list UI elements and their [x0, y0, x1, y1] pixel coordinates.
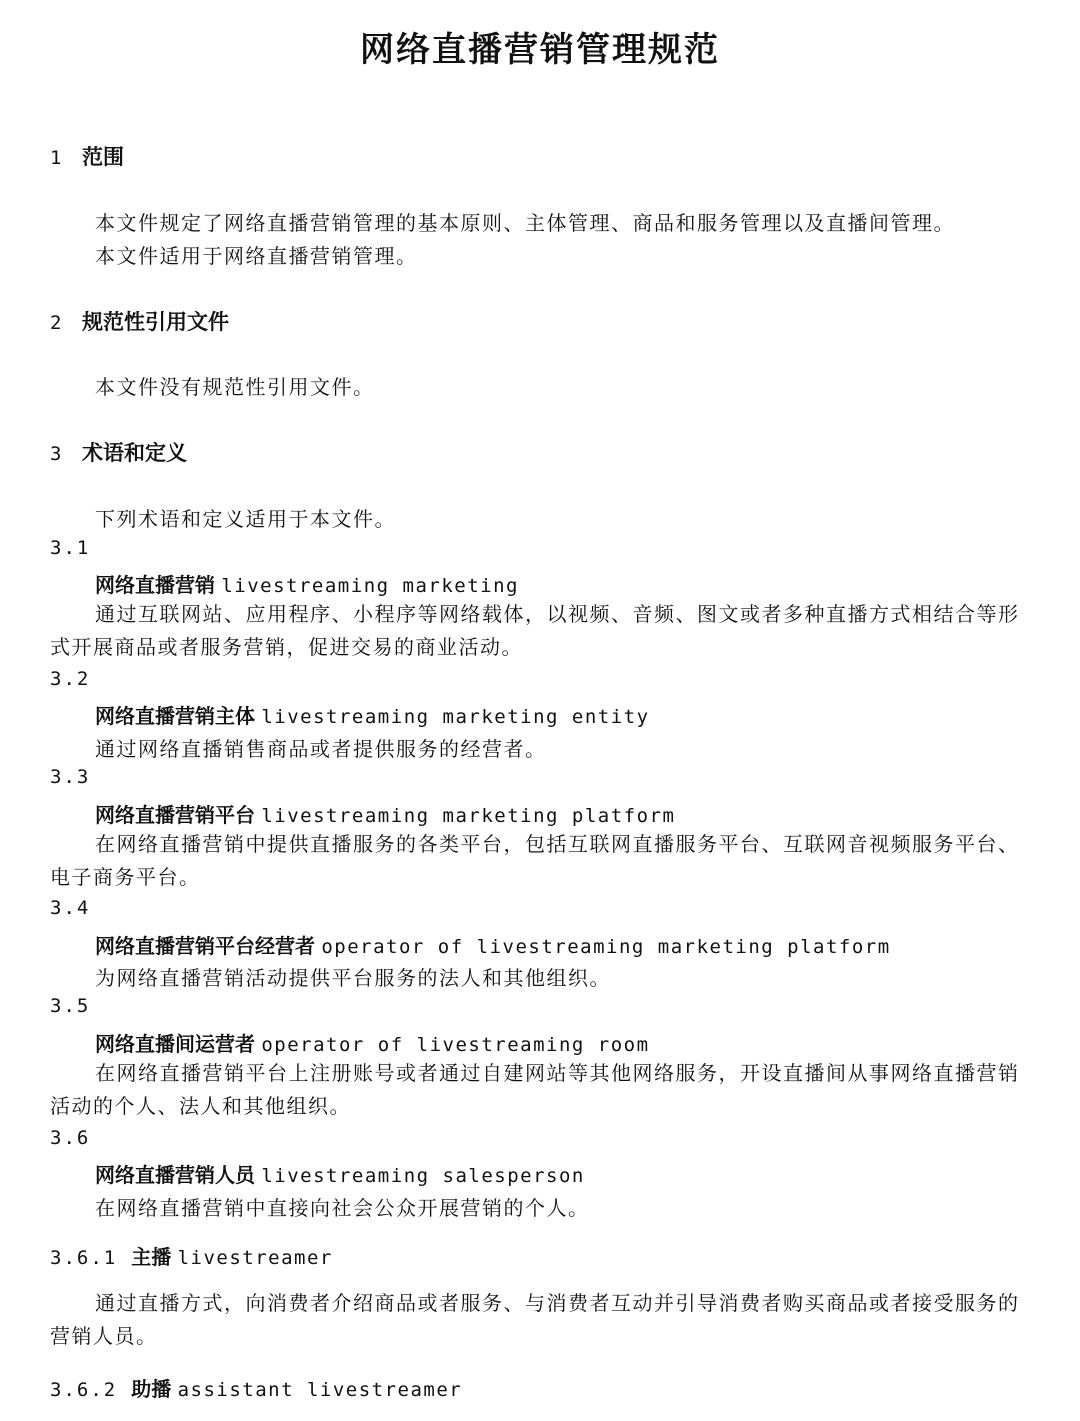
paragraph: 下列术语和定义适用于本文件。	[95, 507, 396, 531]
term-zh: 助播	[131, 1377, 172, 1401]
term-en: livestreaming marketing	[221, 575, 519, 597]
term-zh: 网络直播营销	[95, 573, 215, 597]
section-heading	[50, 141, 124, 171]
term-entry	[95, 700, 650, 729]
term-entry	[95, 1028, 650, 1057]
term-en: livestreaming marketing entity	[261, 706, 650, 728]
term-definition: 通过互联网站、应用程序、小程序等网络载体，以视频、音频、图文或者多种直播方式相结合等形式开展商品或者服务营销，促进交易的商业活动。	[50, 602, 1020, 659]
term-entry	[95, 930, 891, 959]
document-title: 网络直播营销管理规范	[360, 30, 720, 70]
section-heading	[50, 437, 187, 467]
subterm-entry	[50, 1241, 333, 1270]
term-en: operator of livestreaming marketing platform	[321, 936, 891, 958]
term-zh: 网络直播营销平台	[95, 803, 255, 827]
section-title: 规范性引用文件	[82, 310, 229, 334]
section-number: 2	[50, 312, 64, 334]
term-definition: 在网络直播营销平台上注册账号或者通过自建网站等其他网络服务，开设直播间从事网络直播营销活动的个人、法人和其他组织。	[50, 1061, 1020, 1118]
term-en: livestreaming salesperson	[261, 1165, 585, 1187]
term-number: 3.2	[50, 668, 91, 690]
term-zh: 网络直播营销主体	[95, 704, 255, 728]
term-zh: 网络直播营销人员	[95, 1163, 255, 1187]
term-definition: 为网络直播营销活动提供平台服务的法人和其他组织。	[95, 966, 611, 990]
term-en: livestreaming marketing platform	[261, 805, 676, 827]
section-number: 3	[50, 443, 64, 465]
term-en: operator of livestreaming room	[261, 1034, 650, 1056]
term-en: assistant livestreamer	[177, 1379, 463, 1401]
term-number: 3.1	[50, 537, 91, 559]
term-number: 3.5	[50, 995, 91, 1017]
paragraph: 本文件规定了网络直播营销管理的基本原则、主体管理、商品和服务管理以及直播间管理。	[95, 211, 955, 235]
subterm-number: 3.6.1	[50, 1247, 118, 1269]
paragraph: 本文件适用于网络直播营销管理。	[95, 244, 418, 268]
section-heading	[50, 306, 229, 336]
term-entry	[95, 1159, 585, 1188]
term-definition: 在网络直播营销中直接向社会公众开展营销的个人。	[95, 1196, 590, 1220]
term-definition: 通过直播方式，向消费者介绍商品或者服务、与消费者互动并引导消费者购买商品或者接受服务的营销人员。	[50, 1291, 1020, 1348]
section-title: 术语和定义	[82, 441, 187, 465]
section-number: 1	[50, 147, 64, 169]
term-zh: 网络直播间运营者	[95, 1032, 255, 1056]
section-title: 范围	[82, 145, 124, 169]
term-zh: 主播	[131, 1245, 172, 1269]
term-entry	[95, 569, 519, 598]
term-number: 3.3	[50, 766, 91, 788]
term-number: 3.4	[50, 897, 91, 919]
term-zh: 网络直播营销平台经营者	[95, 934, 315, 958]
term-definition: 通过网络直播销售商品或者提供服务的经营者。	[95, 737, 547, 761]
term-definition: 在网络直播营销中提供直播服务的各类平台，包括互联网直播服务平台、互联网音视频服务平台、电子商务平台。	[50, 832, 1020, 889]
term-entry	[95, 799, 675, 828]
paragraph: 本文件没有规范性引用文件。	[95, 375, 375, 399]
subterm-entry	[50, 1373, 462, 1402]
subterm-number: 3.6.2	[50, 1379, 118, 1401]
term-number: 3.6	[50, 1127, 91, 1149]
term-en: livestreamer	[177, 1247, 333, 1269]
